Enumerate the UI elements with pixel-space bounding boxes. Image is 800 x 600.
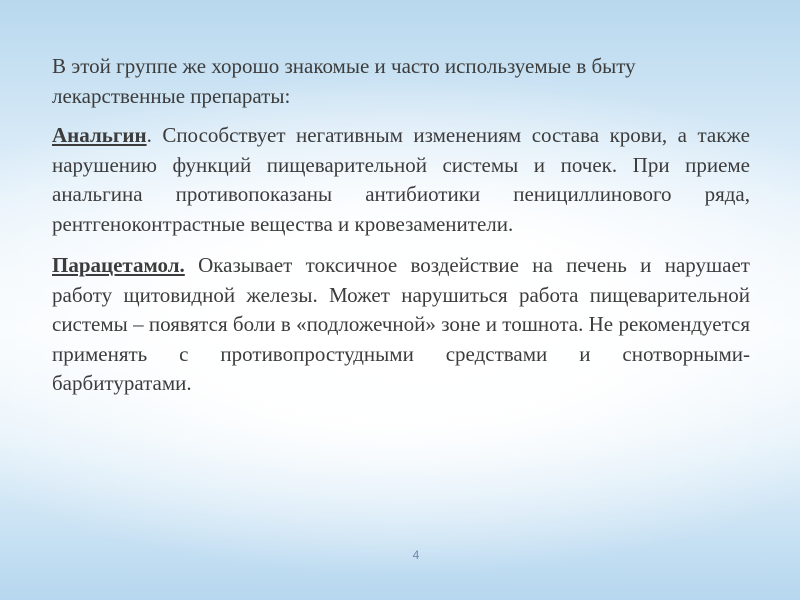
slide-content: [52, 52, 750, 411]
paracetamol-paragraph: [52, 251, 750, 399]
analgin-term: Анальгин: [52, 123, 147, 147]
intro-paragraph: [52, 52, 750, 111]
analgin-paragraph: [52, 121, 750, 239]
page-number: 4: [412, 548, 420, 562]
intro-text: В этой группе же хорошо знакомые и часто используемые в быту лекарственные препараты:: [52, 54, 636, 108]
paracetamol-term: Парацетамол.: [52, 253, 185, 277]
paracetamol-description: Оказывает токсичное воздействие на печень и нарушает работу щитовидной железы. Может нарушиться работа пищеварительной системы – появятся боли в «подложечной» зоне и тошнота. Не рекомендуется применять с противопростудными средствами и снотворными-барбитуратами.: [52, 253, 750, 395]
analgin-description: . Способствует негативным изменениям состава крови, а также нарушению функций пищеварительной системы и почек. При приеме анальгина противопоказаны антибиотики пенициллинового ряда, рентгеноконтрастные вещества и кровезаменители.: [52, 123, 750, 236]
